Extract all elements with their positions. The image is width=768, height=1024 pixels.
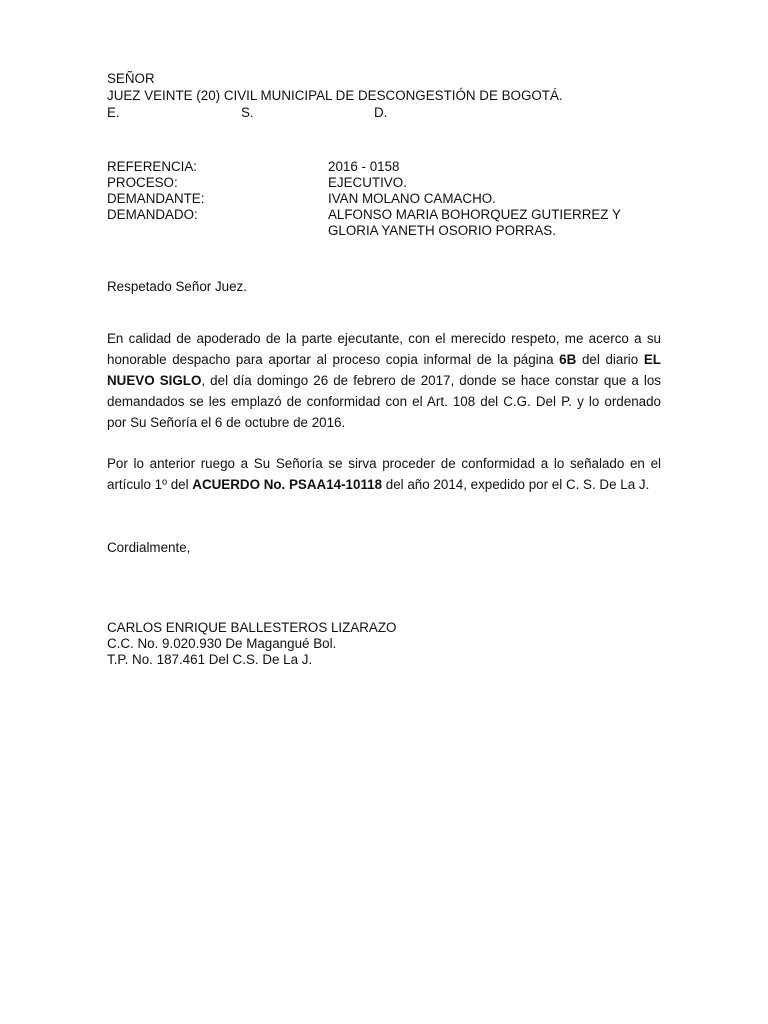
defendant-value-line-1: ALFONSO MARIA BOHORQUEZ GUTIERREZ Y — [328, 207, 621, 222]
reference-label: REFERENCIA: — [107, 159, 198, 174]
defendant-value-line-2: GLORIA YANETH OSORIO PORRAS. — [328, 223, 556, 238]
body-paragraph-1 — [107, 328, 661, 433]
p1-bold-newspaper: EL NUEVO SIGLO — [107, 352, 661, 388]
process-row — [107, 175, 661, 191]
p1-text-1: En calidad de apoderado de la parte ejecutante, con el merecido respeto, me acerco a su honorable despacho para aportar al proceso copia informal de la página — [107, 331, 661, 367]
signer-name: CARLOS ENRIQUE BALLESTEROS LIZARAZO — [107, 620, 397, 635]
esd-s: S. — [241, 105, 254, 120]
reference-table — [107, 159, 661, 239]
addressee-title: SEÑOR — [107, 71, 155, 86]
process-label: PROCESO: — [107, 175, 178, 190]
addressee-court: JUEZ VEINTE (20) CIVIL MUNICIPAL DE DESCONGESTIÓN DE BOGOTÁ. — [107, 88, 563, 103]
salutation: Respetado Señor Juez. — [107, 279, 247, 294]
plaintiff-row — [107, 191, 661, 207]
p1-text-2: del diario — [576, 352, 644, 367]
reference-row — [107, 159, 661, 175]
defendant-value — [328, 207, 661, 239]
p2-text-2: del año 2014, expedido por el C. S. De La J. — [382, 477, 650, 492]
closing: Cordialmente, — [107, 540, 191, 555]
document-page — [107, 70, 661, 668]
defendant-row — [107, 207, 661, 239]
signer-license: T.P. No. 187.461 Del C.S. De La J. — [107, 652, 313, 667]
p1-text-3: , del día domingo 26 de febrero de 2017, donde se hace constar que a los demandados se les emplazó de conformidad con el Art. 108 del C.G. Del P. y lo ordenado por Su Señoría el 6 de octubre de 2016. — [107, 373, 661, 430]
esd-line — [107, 104, 661, 121]
process-value: EJECUTIVO. — [328, 175, 407, 190]
addressee-block — [107, 70, 661, 121]
p2-text-1: Por lo anterior ruego a Su Señoría se sirva proceder de conformidad a lo señalado en el artículo 1º del — [107, 456, 661, 492]
signature-block — [107, 620, 661, 668]
p1-bold-page: 6B — [559, 352, 577, 367]
esd-e: E. — [107, 105, 120, 120]
p2-bold-agreement: ACUERDO No. PSAA14-10118 — [192, 477, 383, 492]
signer-id: C.C. No. 9.020.930 De Magangué Bol. — [107, 636, 337, 651]
esd-d: D. — [374, 105, 388, 120]
body-paragraph-2 — [107, 453, 661, 495]
defendant-label: DEMANDADO: — [107, 207, 198, 222]
plaintiff-label: DEMANDANTE: — [107, 191, 205, 206]
reference-value: 2016 - 0158 — [328, 159, 400, 174]
plaintiff-value: IVAN MOLANO CAMACHO. — [328, 191, 496, 206]
